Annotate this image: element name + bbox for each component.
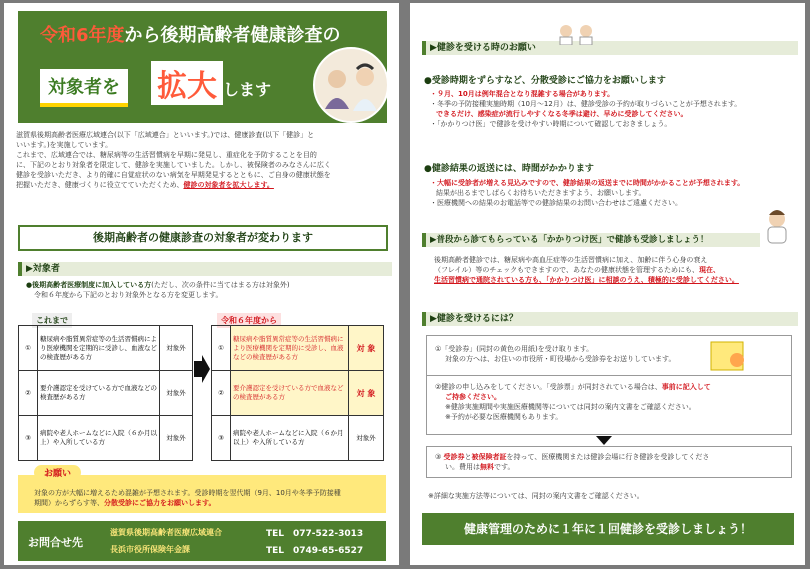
ticket-icon (709, 338, 749, 374)
step-1: ①「受診券」(同封の黄色の用紙)を受け取ります。 対象の方へは、お住いの市役所・町役場から受診券をお送りしています。 (426, 335, 792, 379)
contact-tel-1: TEL 077-522-3013 (266, 529, 364, 539)
heading-disperse: ●受診時期をずらすなど、分散受診にご協力をお願いします (424, 76, 666, 86)
table-row: ① 糖尿病や脂質異常症等の生活習慣病により医療機関を定期的に受診し、血液などの検査歴がある方 対 象 (212, 326, 384, 371)
before-table (18, 325, 193, 461)
arrow-right-icon (194, 355, 210, 383)
request-label: お願い (34, 465, 81, 480)
how-to-heading: ▶健診を受けるには？ (422, 312, 798, 326)
footer-banner: 健康管理のために１年に１回健診を受診しましょう！ (422, 513, 794, 545)
table-row: ② 要介護認定を受けている方で血液などの検査歴がある方 対象外 (19, 371, 193, 416)
disperse-text: ・９月、10月は例年混合となり混雑する場合があります。 ・冬季の予防接種実施時期（10月～12月）は、健診受診の予約が取りづらいことが予想されます。 できるだけ、感染症が流行しやすくなる冬季は避け、早めに受診してください。 ・「かかりつけ医」で健診を受けやすい時期について確認しておきましょう。 (430, 90, 742, 128)
contact-org-2: 長浜市役所保険年金課 (110, 545, 190, 554)
request-heading: ▶健診を受ける時のお願い (422, 41, 798, 55)
banner-will: します (223, 80, 272, 99)
banner-expand: 拡大 (151, 61, 223, 105)
nurse-icon (762, 209, 792, 245)
family-doctor-text: 後期高齢者健診では、糖尿病や高血圧症等の生活習慣病に加え、加齢に伴う心身の衰え （フレイル）等のチェックもできますので、あなたの健康状態を管理するためにも、現在、 生活習慣病で通院されている方も、「かかりつけ医」に相談のうえ、積極的に受診してください。 (434, 256, 739, 284)
right-page (410, 3, 805, 565)
subject-heading: ▶対象者 (18, 262, 392, 276)
contact-tel-2: TEL 0749-65-6527 (266, 546, 364, 556)
doctors-illustration (556, 23, 616, 45)
arrow-down-icon (596, 436, 612, 445)
left-page (4, 3, 399, 565)
heading-results: ●健診結果の返送には、時間がかかります (424, 164, 594, 174)
section-title: 後期高齢者の健康診査の対象者が変わります (18, 225, 388, 251)
table-row: ③ 病院や老人ホームなどに入院（６か月以上）や入所している方 対象外 (19, 416, 193, 461)
intro-text: 滋賀県後期高齢者医療広域連合(以下「広域連合」といいます。)では、健康診査(以下「健診」と いいます。)を実施しています。 これまで、広域連合では、糖尿病等の生活習慣病を早期に発見し、重症化を予防することを目的 に、下記のとおり対象者を限定して、健診を実施していました。しかし、被保険者のみなさんに広く 健診を受診いただき、より的確に自覚症状のない病気を早期発見するとともに、ご自身の健康状態を 把握いただき、健康づくりに役立てていただくため、健診の対象者を拡大します。 (16, 131, 331, 189)
contact-label: お問合せ先 (28, 536, 83, 549)
table-row: ② 要介護認定を受けている方で血液などの検査歴がある方 対 象 (212, 371, 384, 416)
banner-line1: 令和6年度から後期高齢者健康診査の (40, 25, 341, 46)
step-2: ②健診の申し込みをしてください。「受診票」が同封されている場合は、事前に記入して ご持参ください。 ※健診実施期間や実施医療機関等については同封の案内文書をご確認ください。 ※予約が必要な医療機関もあります。 (426, 375, 792, 435)
after-label: 令和６年度から (217, 313, 281, 328)
subject-text: ●後期高齢者医療制度に加入している方(ただし、次の条件に当てはまる方は対象外) 令和６年度から下記のとおり対象外となる方を変更します。 (26, 281, 290, 299)
note-text: ※詳細な実施方法等については、同封の案内文書をご確認ください。 (428, 492, 644, 500)
table-row: ③ 病院や老人ホームなどに入院（６か月以上）や入所している方 対象外 (212, 416, 384, 461)
before-label: これまで (32, 313, 72, 328)
doctor-patient-illustration (313, 47, 389, 123)
results-text: ・大幅に受診者が増える見込みですので、健診結果の返送までに時間がかかることが予想されます。 結果が出るまでしばらくお待ちいただきますよう、お願いします。 ・医療機関への結果のお電話等での健診結果のお問い合わせはご遠慮ください。 (430, 179, 745, 207)
request-text: 対象の方が大幅に増えるため混雑が予想されます。受診時期を翌代期（9月、10月や冬季予防接種 期間）からずらす等、分散受診にご協力をお願いします。 (34, 489, 341, 507)
banner-target: 対象者を (40, 69, 128, 107)
after-table (211, 325, 384, 461)
table-row: ① 糖尿病や脂質異常症等の生活習慣病により医療機関を定期的に受診し、血液などの検査歴がある方 対象外 (19, 326, 193, 371)
step-3: ③ 受診券と被保険者証を持って、医療機関または健診会場に行き健診を受診してくださ い。費用は無料です。 (426, 446, 792, 478)
contact-footer (18, 521, 386, 561)
title-banner (18, 11, 387, 123)
contact-org-1: 滋賀県後期高齢者医療広域連合 (110, 528, 222, 537)
family-doctor-heading: ▶普段から診てもらっている「かかりつけ医」で健診も受診しましょう！ (422, 233, 760, 247)
